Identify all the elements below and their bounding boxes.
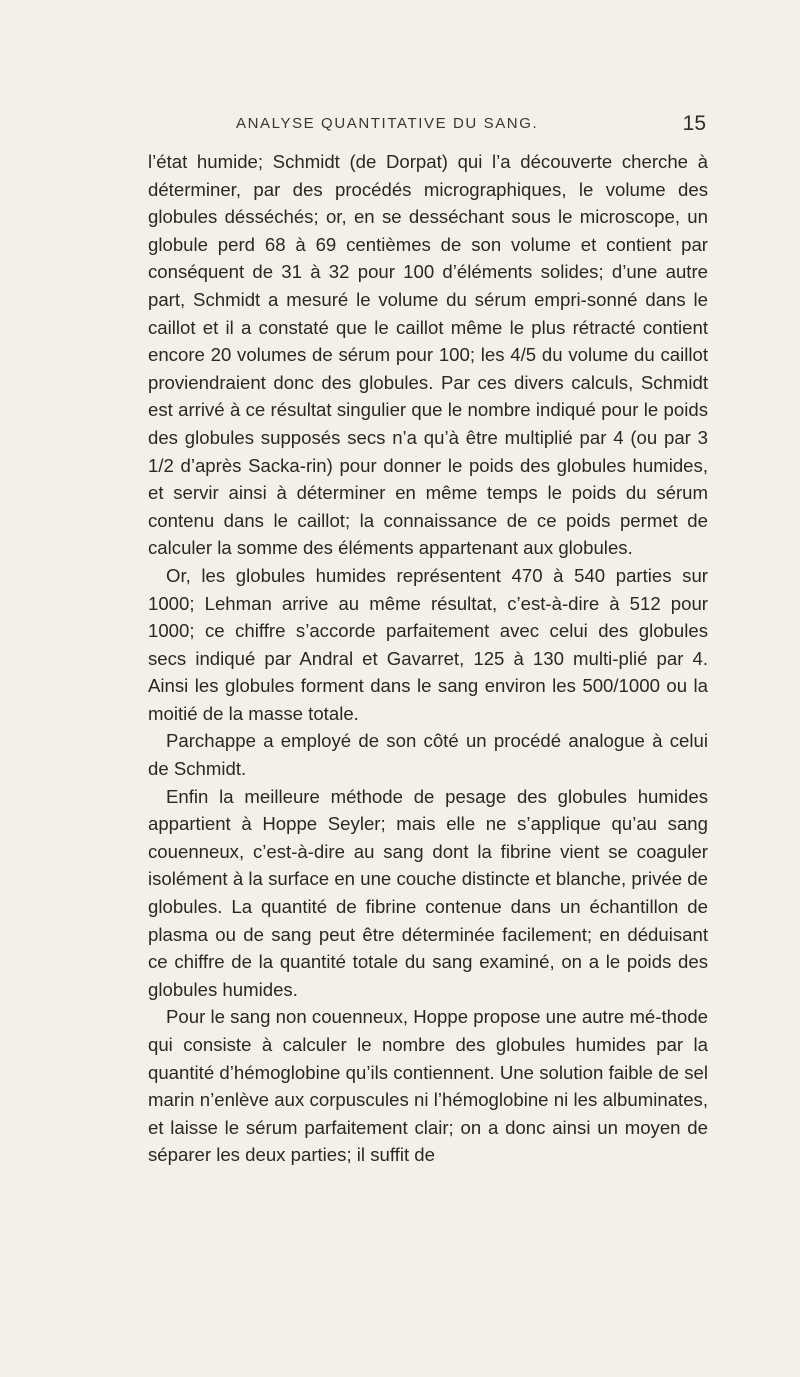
paragraph-non-couenneux: Pour le sang non couenneux, Hoppe propose une autre mé-thode qui consiste à calculer le nombre des globules humides par la quantité d’hémoglobine qu’ils contiennent. Une solution faible de sel marin n’enlève aux corpuscules ni l’hémoglobine ni les albuminates, et laisse le sérum parfaitement clair; on a donc ainsi un moyen de séparer les deux parties; il suffit de [148, 1006, 708, 1166]
paragraph-wet-globules: Or, les globules humides représentent 470 à 540 parties sur 1000; Lehman arrive au même résultat, c’est-à-dire à 512 pour 1000; ce chiffre s’accorde parfaitement avec celui des globules secs indiqué par Andral et Gavarret, 125 à 130 multi-plié par 4. Ainsi les globules forment dans le sang environ les 500/1000 ou la moitié de la masse totale. [148, 564, 708, 724]
running-head [148, 112, 706, 139]
paragraph-hoppe-seyler: Enfin la meilleure méthode de pesage des globules humides appartient à Hoppe Seyler; mais elle ne s’applique qu’au sang couenneux, c’est-à-dire au sang dont la fibrine vient se coaguler isolément à la surface en une couche distincte et blanche, privée de globules. La quantité de fibrine contenue dans un échantillon de plasma ou de sang peut être déterminée facilement; en déduisant ce chiffre de la quantité totale du sang examiné, on a le poids des globules humides. [148, 785, 708, 1000]
paragraph-continuation: l’état humide; Schmidt (de Dorpat) qui l’a découverte cherche à déterminer, par des procédés micrographiques, le volume des globules désséchés; or, en se desséchant sous le microscope, un globule perd 68 à 69 centièmes de son volume et contient par conséquent de 31 à 32 pour 100 d’éléments solides; d’une autre part, Schmidt a mesuré le volume du sérum empri-sonné dans le caillot et il a constaté que le caillot même le plus rétracté contient encore 20 volumes de sérum pour 100; les 4/5 du volume du caillot proviendraient donc des globules. Par ces divers calculs, Schmidt est arrivé à ce résultat singulier que le nombre indiqué pour le poids des globules supposés secs n’a qu’à être multiplié par 4 (ou par 3 1/2 d’après Sacka-rin) pour donner le poids des globules humides, et servir ainsi à déterminer en même temps le poids du sérum contenu dans le caillot; la connaissance de ce poids permet de calculer la somme des éléments appartenant aux globules. [148, 151, 708, 559]
body-text [148, 148, 708, 1169]
paragraph-parchappe: Parchappe a employé de son côté un procédé analogue à celui de Schmidt. [148, 730, 708, 780]
running-title: ANALYSE QUANTITATIVE DU SANG. [236, 115, 539, 132]
page-number: 15 [682, 112, 706, 135]
